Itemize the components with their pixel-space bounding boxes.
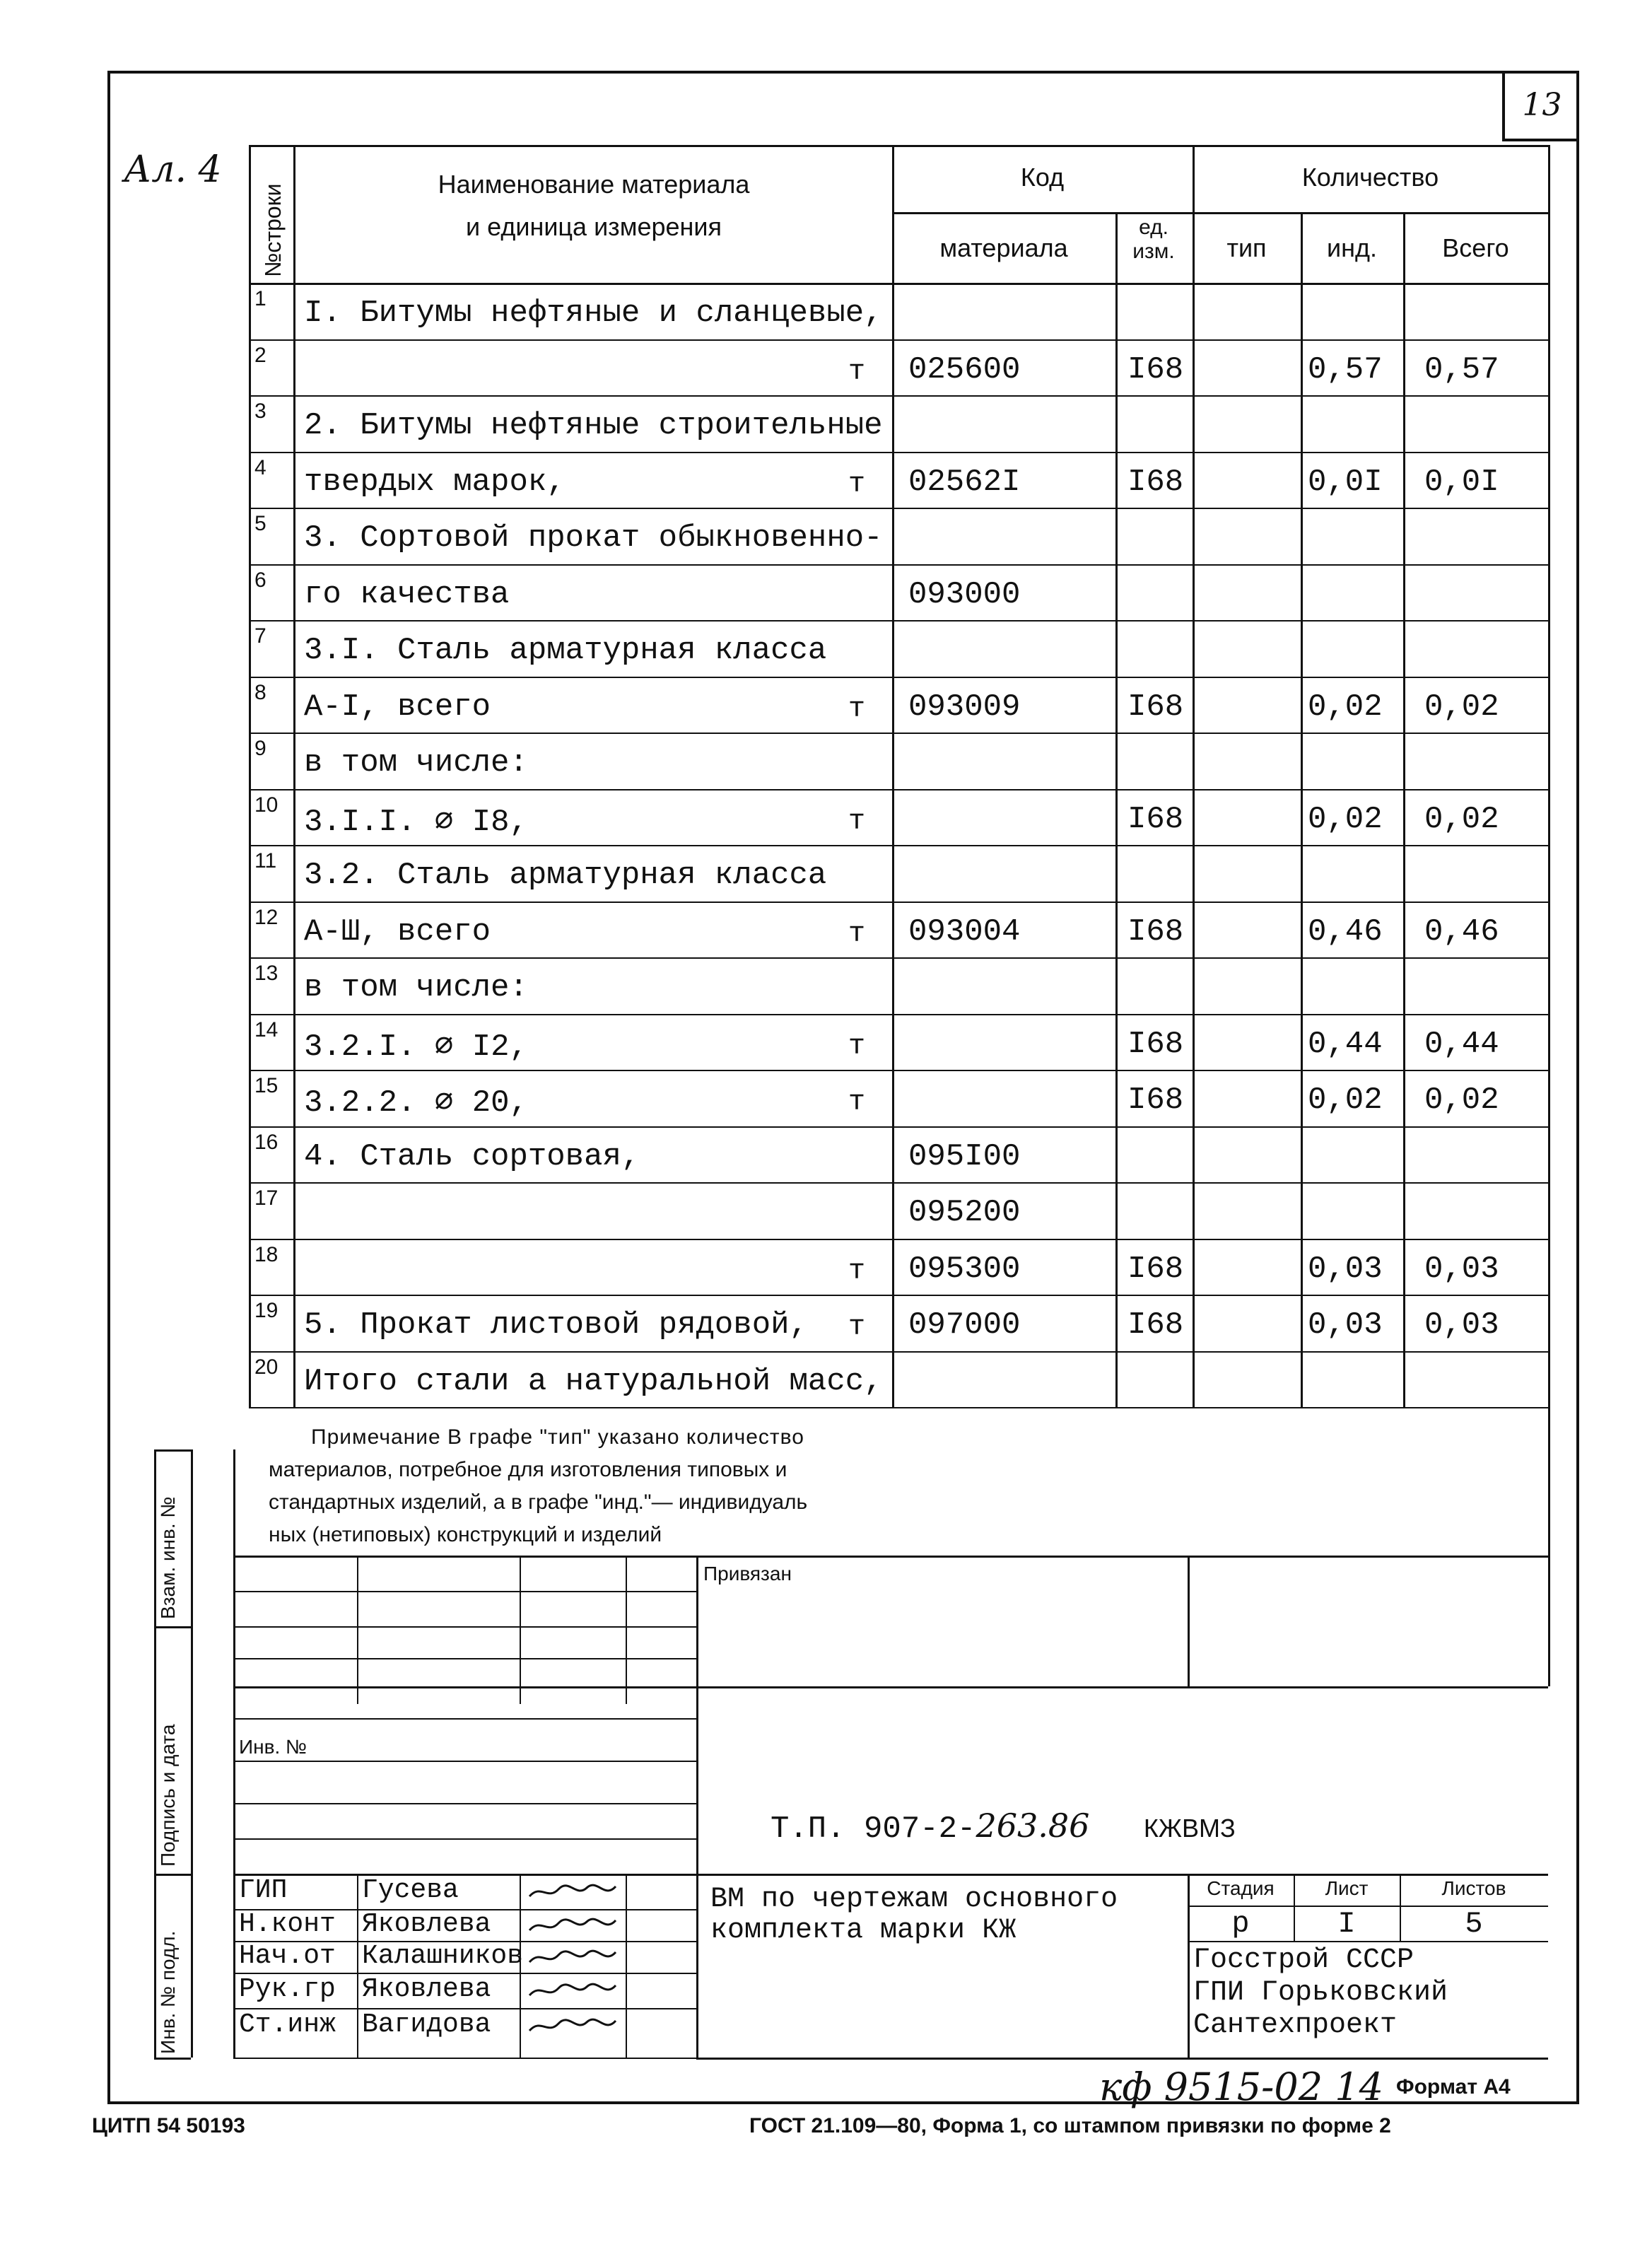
unit-mark: т [848, 1256, 866, 1288]
signatory-name: Калашников [362, 1941, 524, 1971]
note-line-4: ных (нетиповых) конструкций и изделий [269, 1523, 662, 1546]
qty-total: 0,46 [1424, 914, 1499, 950]
footer-standard: ГОСТ 21.109—80, Форма 1, со штампом привязки по форме 2 [749, 2114, 1391, 2137]
row-number: 11 [254, 849, 277, 873]
material-code: 093004 [908, 914, 1021, 950]
row-divider [249, 957, 1548, 959]
qty-total: 0,44 [1424, 1027, 1499, 1062]
row-divider [249, 1407, 1548, 1408]
material-name: в том числе: [304, 970, 528, 1005]
signature-scribble [527, 1915, 619, 1936]
header-name-line2: и единица измерения [465, 212, 722, 241]
unit-mark: т [848, 1031, 866, 1063]
row-number: 4 [254, 456, 266, 479]
material-code: 02562I [908, 465, 1021, 500]
unit-code: I68 [1127, 1083, 1184, 1118]
document-code-prefix: Т.П. 907-2- [771, 1811, 976, 1847]
signatory-role: Нач.от [239, 1941, 336, 1971]
row-divider [249, 1295, 1548, 1296]
material-code: 095I00 [908, 1139, 1021, 1174]
row-divider [249, 677, 1548, 678]
organization-line1: Госстрой СССР [1193, 1944, 1414, 1976]
qty-total: 0,02 [1424, 802, 1499, 837]
row-divider [249, 452, 1548, 453]
signature-scribble [527, 2015, 619, 2036]
signatory-name: Яковлева [362, 1974, 491, 2005]
row-divider [249, 1351, 1548, 1353]
row-number: 6 [254, 568, 266, 592]
stamp-inv-no: Инв. № [239, 1736, 307, 1758]
row-number: 9 [254, 737, 266, 760]
unit-code: I68 [1127, 1251, 1184, 1287]
material-code: 093000 [908, 577, 1021, 612]
sheet-label: Ал. 4 [124, 148, 222, 191]
row-divider [249, 1014, 1548, 1015]
qty-ind: 0,02 [1308, 1083, 1383, 1118]
stamp-stage-value: р [1231, 1907, 1250, 1941]
qty-total: 0,0I [1424, 465, 1499, 500]
material-name: в том числе: [304, 745, 528, 781]
unit-mark: т [848, 806, 866, 838]
row-divider [249, 1126, 1548, 1128]
row-number: 16 [254, 1131, 279, 1154]
unit-code: I68 [1127, 689, 1184, 725]
material-name: го качества [304, 577, 510, 612]
qty-total: 0,57 [1424, 352, 1499, 387]
header-name-line1: Наименование материала [438, 170, 750, 199]
qty-ind: 0,44 [1308, 1027, 1383, 1062]
row-divider [249, 901, 1548, 903]
material-code: 097000 [908, 1307, 1021, 1343]
row-number: 20 [254, 1355, 279, 1379]
row-divider [249, 845, 1548, 846]
signatory-role: ГИП [239, 1875, 288, 1906]
format-label: Формат А4 [1396, 2075, 1511, 2099]
qty-ind: 0,03 [1308, 1251, 1383, 1287]
unit-code: I68 [1127, 1027, 1184, 1062]
organization-line2: ГПИ Горьковский [1193, 1977, 1448, 2009]
note-block [269, 1421, 807, 1551]
row-divider [249, 1070, 1548, 1071]
signature-scribble [527, 1881, 619, 1902]
signatory-role: Н.конт [239, 1909, 336, 1939]
material-name: 3.I. Сталь арматурная класса [304, 633, 827, 668]
material-name: А-I, всего [304, 689, 491, 725]
stamp-privyazan: Привязан [703, 1563, 792, 1585]
header-code-unit: ед. изм. [1132, 216, 1175, 263]
note-line-3: стандартных изделий, а в графе "инд."— индивидуаль [269, 1490, 808, 1514]
row-number: 2 [254, 344, 266, 367]
signatory-name: Яковлева [362, 1909, 491, 1939]
unit-code: I68 [1127, 352, 1184, 387]
unit-code: I68 [1127, 802, 1184, 837]
organization [1193, 1944, 1448, 2042]
stamp-sheet-value: I [1337, 1907, 1356, 1941]
material-name: 4. Сталь сортовая, [304, 1139, 640, 1174]
row-number: 19 [254, 1299, 279, 1322]
unit-mark: т [848, 469, 866, 501]
unit-mark: т [848, 918, 866, 950]
row-divider [249, 1182, 1548, 1184]
document-code [771, 1807, 1236, 1847]
row-divider [249, 620, 1548, 622]
sheet-corner-number: 13 [1502, 71, 1579, 141]
row-number: 18 [254, 1243, 279, 1266]
qty-ind: 0,02 [1308, 689, 1383, 725]
stamp-sheet-label: Лист [1325, 1877, 1369, 1899]
signature-scribble [527, 1980, 619, 2001]
material-name: 3.2. Сталь арматурная класса [304, 858, 827, 893]
header-row-number: №строки [260, 183, 286, 277]
side-label-vzam-inv: Взам. инв. № [157, 1496, 179, 1619]
row-number: 5 [254, 512, 266, 535]
material-code: 095300 [908, 1251, 1021, 1287]
unit-mark: т [848, 694, 866, 725]
unit-code: I68 [1127, 465, 1184, 500]
document-title [710, 1884, 1118, 1947]
stamp-sheets-value: 5 [1465, 1907, 1483, 1941]
row-divider [249, 395, 1548, 397]
row-number: 14 [254, 1018, 279, 1041]
qty-ind: 0,0I [1308, 465, 1383, 500]
unit-code: I68 [1127, 1307, 1184, 1343]
note-line-2: материалов, потребное для изготовления типовых и [269, 1458, 787, 1481]
header-quantity: Количество [1301, 163, 1439, 192]
row-divider [249, 789, 1548, 790]
row-number: 7 [254, 624, 266, 648]
handwritten-reference: кф 9515-02 14 [1099, 2065, 1383, 2109]
qty-total: 0,02 [1424, 1083, 1499, 1118]
signature-scribble [527, 1947, 619, 1968]
header-qty-ind: инд. [1327, 233, 1377, 262]
stamp-sheets-label: Листов [1441, 1877, 1506, 1899]
qty-ind: 0,46 [1308, 914, 1383, 950]
material-name: 5. Прокат листовой рядовой, [304, 1307, 808, 1343]
row-divider [249, 733, 1548, 734]
row-number: 17 [254, 1186, 279, 1210]
material-code: 093009 [908, 689, 1021, 725]
unit-code: I68 [1127, 914, 1184, 950]
row-divider [249, 564, 1548, 566]
material-name: 2. Битумы нефтяные строительные [304, 408, 883, 443]
document-code-number: 263.86 [976, 1807, 1090, 1845]
material-name: А-Ш, всего [304, 914, 491, 950]
row-divider [249, 1239, 1548, 1240]
row-divider [249, 339, 1548, 341]
organization-line3: Сантехпроект [1193, 2009, 1398, 2041]
row-number: 12 [254, 906, 279, 929]
material-name: I. Битумы нефтяные и сланцевые, [304, 296, 883, 331]
row-number: 3 [254, 399, 266, 423]
row-divider [249, 508, 1548, 509]
header-code-material: материала [939, 233, 1068, 262]
row-number: 15 [254, 1074, 279, 1097]
unit-mark: т [848, 1087, 866, 1119]
qty-ind: 0,02 [1308, 802, 1383, 837]
signatory-role: Ст.инж [239, 2009, 336, 2040]
document-title-line2: комплекта марки КЖ [710, 1915, 1017, 1947]
header-code: Код [1020, 163, 1065, 192]
qty-total: 0,03 [1424, 1307, 1499, 1343]
qty-total: 0,03 [1424, 1251, 1499, 1287]
document-mark: КЖВМЗ [1143, 1814, 1236, 1843]
material-name: 3. Сортовой прокат обыкновенно- [304, 520, 883, 556]
row-number: 10 [254, 793, 279, 817]
signatory-role: Рук.гр [239, 1974, 336, 2005]
side-label-inv-original: Инв. № подл. [157, 1930, 179, 2054]
signatory-name: Гусева [362, 1875, 459, 1906]
header-qty-type: тип [1226, 233, 1267, 262]
signatory-name: Вагидова [362, 2009, 491, 2040]
document-title-line1: ВМ по чертежам основного [710, 1884, 1118, 1915]
header-qty-total: Всего [1442, 233, 1509, 262]
material-name: 3.2.I. ∅ I2, [304, 1029, 528, 1065]
material-code: 095200 [908, 1195, 1021, 1230]
side-label-signature-date: Подпись и дата [157, 1724, 179, 1867]
unit-mark: т [848, 1312, 866, 1343]
note-line-1: Примечание В графе "тип" указано количество [311, 1425, 804, 1449]
material-name: твердых марок, [304, 465, 566, 500]
row-number: 1 [254, 287, 266, 310]
material-name: 3.2.2. ∅ 20, [304, 1085, 528, 1121]
row-number: 13 [254, 962, 279, 985]
row-number: 8 [254, 681, 266, 704]
footer-left: ЦИТП 54 50193 [92, 2114, 245, 2137]
qty-ind: 0,03 [1308, 1307, 1383, 1343]
qty-total: 0,02 [1424, 689, 1499, 725]
material-name: Итого стали а натуральной масс, [304, 1364, 883, 1399]
material-name: 3.I.I. ∅ I8, [304, 805, 528, 840]
material-code: 025600 [908, 352, 1021, 387]
stamp-stage-label: Стадия [1207, 1877, 1275, 1899]
unit-mark: т [848, 356, 866, 388]
qty-ind: 0,57 [1308, 352, 1383, 387]
